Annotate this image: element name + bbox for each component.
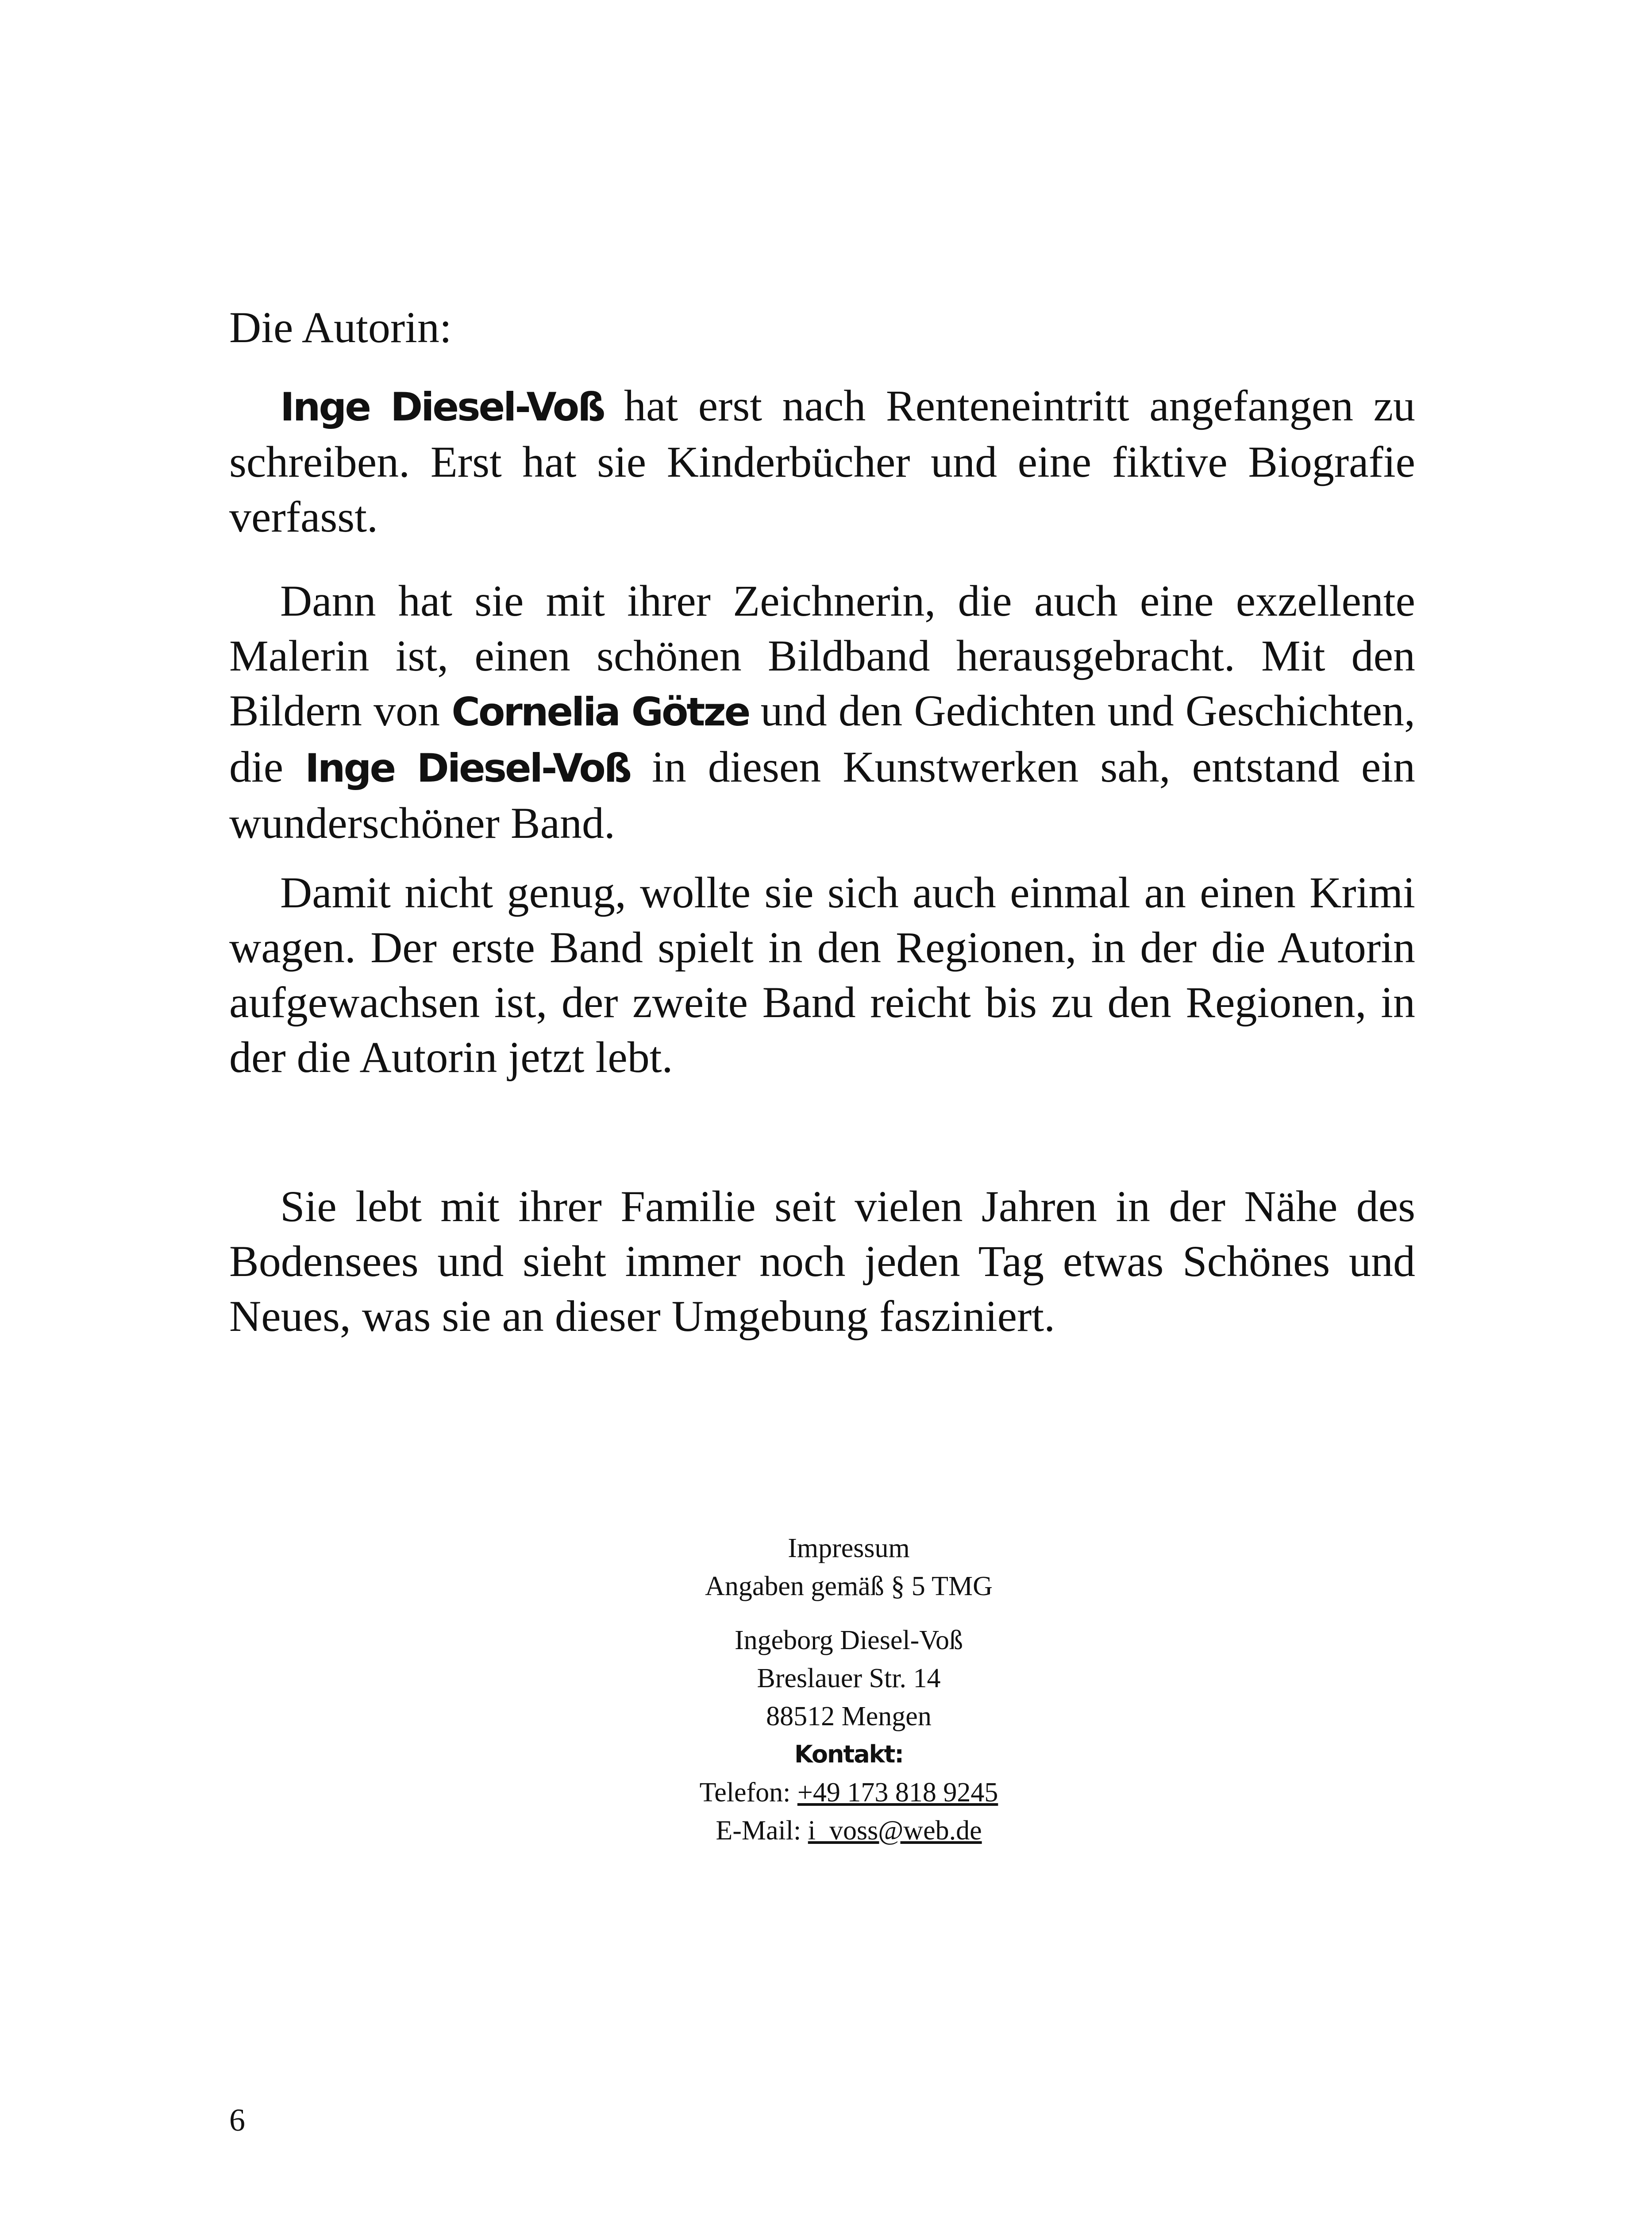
- impressum-contact-label: Kontakt:: [794, 1740, 903, 1768]
- impressum-legal-note: Angaben gemäß § 5 TMG: [705, 1571, 993, 1601]
- impressum-phone-row: [605, 1773, 1092, 1812]
- impressum-title: Impressum: [788, 1533, 910, 1563]
- phone-label: Telefon:: [699, 1777, 797, 1808]
- paragraph-residence: Sie lebt mit ihrer Familie seit vielen Jahren in der Nähe des Bodensees und sieht immer noch jeden Tag etwas Schönes und Neues, was sie an dieser Umgebung fasziniert.: [229, 1182, 1415, 1341]
- paragraph-krimi: Damit nicht genug, wollte sie sich auch einmal an einen Krimi wagen. Der erste Band spielt in den Regionen, in der die Autorin aufgewachsen ist, der zweite Band reicht bis zu den Regionen, in der die Autorin jetzt lebt.: [229, 868, 1415, 1082]
- paragraph-bildband-text-3: in diesen Kunstwerken sah, entstand ein wunderschöner Band.: [229, 742, 1415, 848]
- email-link[interactable]: i_voss@web.de: [808, 1816, 982, 1846]
- impressum-city: 88512 Mengen: [766, 1701, 932, 1731]
- paragraph-intro: [229, 378, 1415, 544]
- phone-link[interactable]: +49 173 818 9245: [797, 1777, 998, 1808]
- paragraph-bildband-text-1: Dann hat sie mit ihrer Zeichnerin, die auch eine exzellente Malerin ist, einen schönen Bildband herausgebracht. Mit den Bildern von: [229, 576, 1415, 735]
- illustrator-name: Cornelia Götze: [451, 689, 749, 735]
- paragraph-bildband-text-2: und den Gedichten und Geschichten, die: [229, 686, 1416, 791]
- impressum-name: Ingeborg Diesel-Voß: [734, 1625, 963, 1655]
- impressum-spacer: [605, 1605, 1092, 1621]
- paragraph-bildband: [229, 574, 1415, 851]
- impressum-block: [605, 1529, 1092, 1850]
- section-heading: Die Autorin:: [229, 303, 452, 352]
- impressum-email-row: [605, 1812, 1092, 1850]
- email-label: E-Mail:: [716, 1816, 808, 1846]
- paragraph-intro-text: hat erst nach Renteneintritt angefangen zu schreiben. Erst hat sie Kinderbücher und eine fiktive Biografie verfasst.: [229, 381, 1415, 541]
- page-number: 6: [229, 2102, 245, 2138]
- author-name: Inge Diesel-Voß: [305, 745, 631, 791]
- impressum-street: Breslauer Str. 14: [757, 1663, 941, 1693]
- author-name: Inge Diesel-Voß: [280, 384, 604, 430]
